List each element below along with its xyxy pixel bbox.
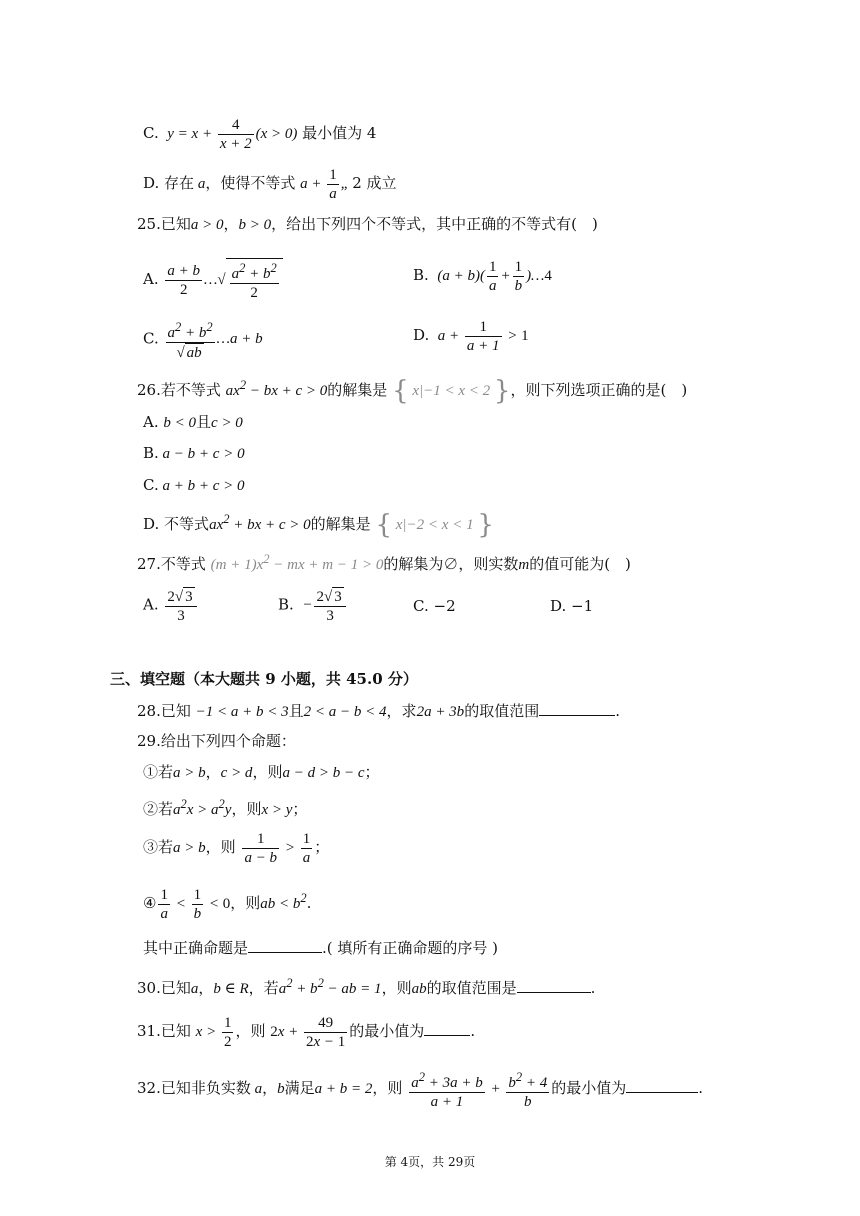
option-label: C. [143,123,159,142]
q29-proposition-3: ③若a > b，则 $\frac{1}{a - b}$ > $\frac{1}{a}$ ； [143,831,330,866]
q26-option-b: B. a − b + c > 0 [143,444,245,462]
q24-option-d: D. 存在 a，使得不等式 a + $\frac{1}{a}$ „ 2 成立 [143,167,397,202]
q31-stem: 31.已知 x > $\frac{1}{2}$ ，则 2x + $\frac{49}{2x - 1}$ 的最小值为 . [137,1015,476,1050]
answer-blank[interactable] [248,952,322,953]
q29-question: 其中正确命题是 .( 填所有正确命题的序号 ) [143,939,499,957]
q29-proposition-4: ④ $\frac{1}{a}$ < $\frac{1}{b}$ < 0，则ab < $b^2$. [143,887,312,922]
section-title: 三、填空题（本大题共 9 小题，共 45.0 分） [110,670,418,688]
q25-stem: 25.已知a > 0，b > 0，给出下列四个不等式，其中正确的不等式有( ) [137,215,598,233]
q29-proposition-1: ①若a > b，c > d，则a − d > b − c； [143,763,380,781]
q25-option-b: B. (a + b)( $\frac{1}{a}$ + $\frac{1}{b}$ )…4 [413,259,552,294]
q27-option-c: C. −2 [413,597,456,615]
q32-stem: 32.已知非负实数 a，b满足a + b = 2，则 $\frac{a^2 + 3a + b}{a + 1}$ + $\frac{b^2 + 4}{b}$ 的最小值为 . [137,1070,703,1110]
q30-stem: 30.已知a，b ∈ R，若$a^2 + b^2$ − ab = 1，则ab的取值范围是 . [137,976,596,997]
answer-blank[interactable] [539,715,615,716]
q27-option-d: D. −1 [550,597,594,615]
q26-option-c: C. a + b + c > 0 [143,476,245,494]
q25-option-c: C. $\frac{a^2 + b^2}{√ ab}$ …a + b [143,320,263,361]
answer-blank[interactable] [517,992,591,993]
q25-option-a: A. $\frac{a + b}{2}$ …√ $\frac{a^2 + b^2}{2}$ [143,258,283,302]
q24-option-c [143,116,376,153]
option-text: 最小值为 4 [302,123,377,142]
q26-stem: 26.若不等式 $ax^2$ − bx + c > 0的解集是 { x|−1 < x < 2 }，则下列选项正确的是( ) [137,376,688,406]
q29-stem: 29.给出下列四个命题： [137,732,296,750]
q27-option-a: A. $\frac{2√ 3}{3}$ [143,587,199,625]
math-expression: a + $\frac{1}{a}$ „ [300,167,348,202]
page-footer: 第 4页，共 29页 [384,1155,476,1169]
q28-stem: 28.已知 −1 < a + b < 3且2 < a − b < 4，求2a + 3b的取值范围 . [137,702,620,720]
math-expression: y = x + $\frac{4}{x + 2}$ (x > 0) [163,117,298,152]
q25-option-d: D. a + $\frac{1}{a + 1}$ > 1 [413,319,529,354]
q29-proposition-2: ②若$a^2x > a^2y$，则x > y； [143,797,308,818]
q26-option-a: A. b < 0且c > 0 [143,413,243,431]
q27-option-b: B. − $\frac{2√ 3}{3}$ [278,587,348,625]
q26-option-d: D. 不等式$ax^2$ + bx + c > 0的解集是 { x|−2 < x < 1 } [143,510,494,540]
answer-blank[interactable] [626,1092,698,1093]
answer-blank[interactable] [424,1035,470,1036]
q27-stem: 27.不等式 $(m + 1)x^2$ − mx + m − 1 > 0的解集为∅，则实数m的值可能为( ) [137,552,631,573]
